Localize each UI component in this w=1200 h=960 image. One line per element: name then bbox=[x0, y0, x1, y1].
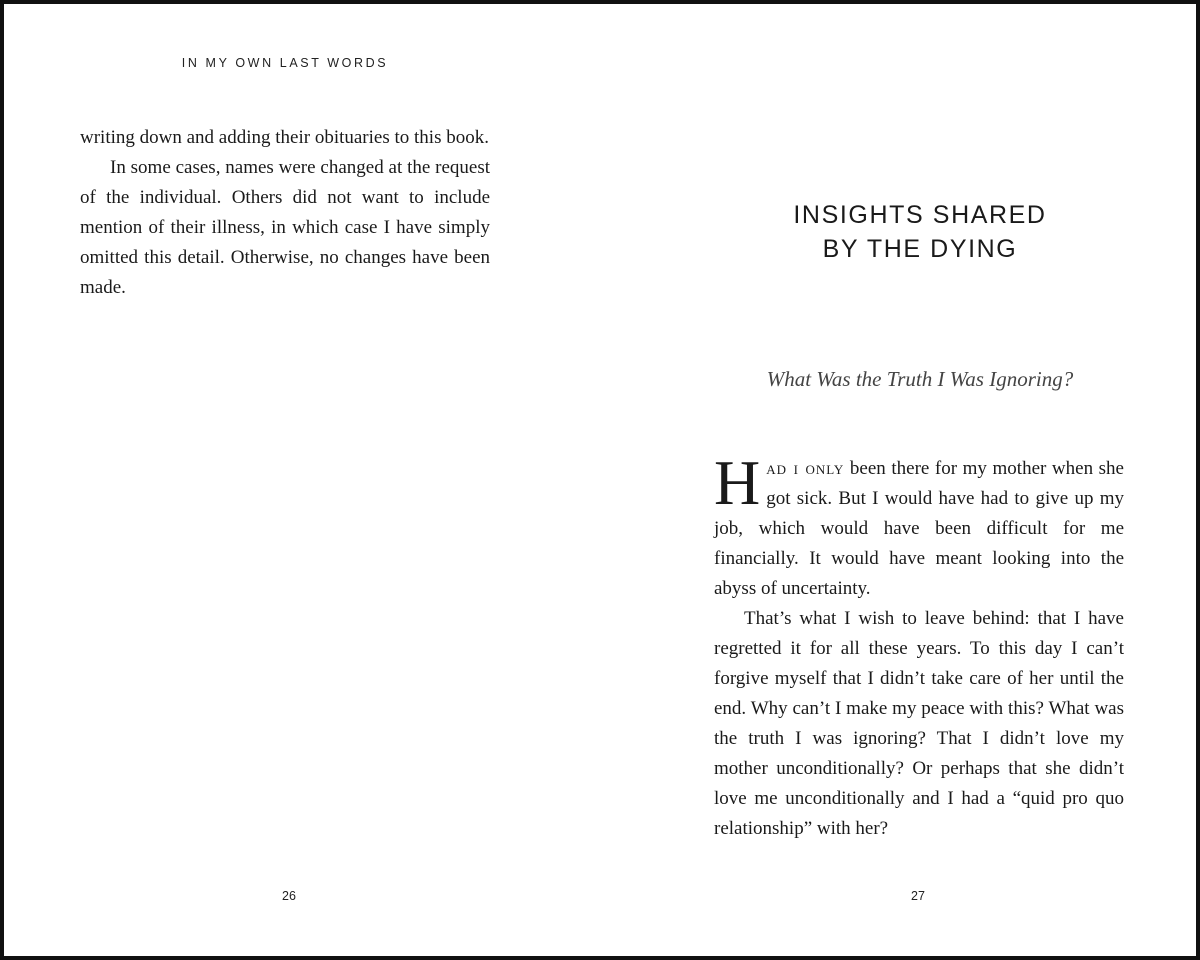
drop-cap: H bbox=[714, 447, 761, 518]
right-page-body bbox=[714, 447, 1124, 844]
page-number: 27 bbox=[911, 889, 925, 903]
right-page bbox=[600, 4, 1200, 956]
lead-in: ad i only bbox=[766, 458, 845, 479]
paragraph: That’s what I wish to leave behind: that I have regretted it for all these years. To this day I can’t forgive myself that I didn’t take care of her until the end. Why can’t I make my peace with this? What was the truth I was ignoring? That I didn’t love my mother unconditionally? Or perhaps that she didn’t love me unconditionally and I had a “quid pro quo relationship” with her? bbox=[714, 608, 1124, 839]
running-head: IN MY OWN LAST WORDS bbox=[181, 56, 389, 70]
page-number: 26 bbox=[282, 889, 296, 903]
paragraph-text: been there for my mother when she got sick. But I would have had to give up my job, which would have been difficult for me financially. It would have meant looking into the abyss of uncertainty. bbox=[714, 458, 1124, 599]
chapter-title-line: INSIGHTS SHARED bbox=[793, 201, 1047, 229]
left-page-body bbox=[80, 123, 490, 303]
paragraph: writing down and adding their obituaries to this book. bbox=[80, 127, 489, 148]
section-subtitle: What Was the Truth I Was Ignoring? bbox=[766, 367, 1074, 391]
paragraph bbox=[714, 447, 1124, 604]
paragraph: In some cases, names were changed at the request of the individual. Others did not want to include mention of their illness, in which case I have simply omitted this detail. Otherwise, no changes have been made. bbox=[80, 157, 490, 298]
left-page bbox=[4, 4, 600, 956]
chapter-title bbox=[710, 198, 1130, 266]
chapter-title-line: BY THE DYING bbox=[822, 235, 1018, 263]
